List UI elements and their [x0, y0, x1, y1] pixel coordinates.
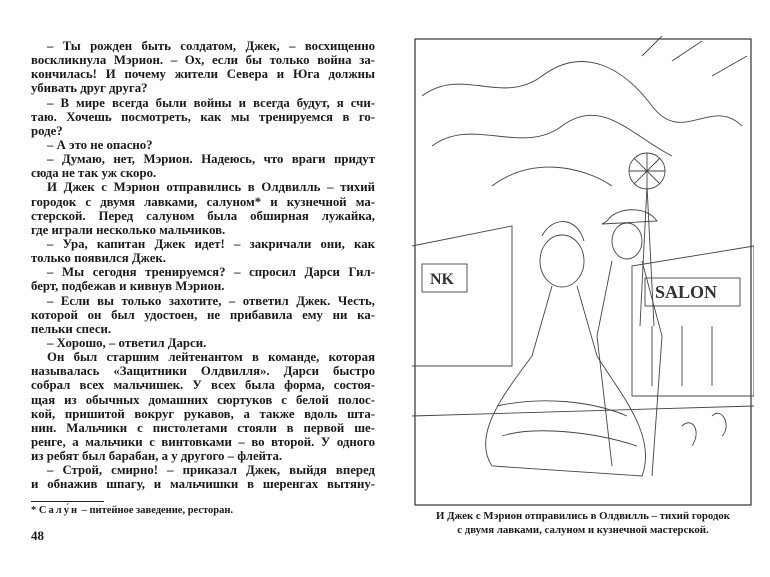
- left-page-text: [31, 39, 375, 492]
- text-line: ренге, а мальчики с винтовками – во второй. У одного: [31, 434, 375, 449]
- footnote-definition: – питейное заведение, ресторан.: [81, 505, 234, 516]
- saloon-sign: SALON: [655, 282, 718, 302]
- text-line: пельки спеси.: [31, 321, 112, 336]
- text-line: – В мире всегда были войны и всегда будут, я счи-: [47, 95, 375, 110]
- caption-line: с двумя лавками, салуном и кузнечной мастерской.: [457, 524, 709, 536]
- text-line: собрал всех мальчишек. У всех была форма, состоя-: [31, 378, 375, 393]
- footnote-term: Салу́н: [38, 505, 79, 516]
- footnote: [31, 505, 233, 517]
- text-line: нин. Мальчики с пистолетами стояли в первой ше-: [31, 420, 375, 435]
- text-line: – Ты рожден быть солдатом, Джек, – восхищенно: [47, 39, 375, 53]
- text-line: кончилась! И почему жители Севера и Юга должны: [31, 67, 375, 82]
- text-line: из ребят был барабан, а у другого – флейта.: [31, 449, 283, 464]
- text-line: – Мы сегодня тренируемся? – спросил Дарси Гил-: [47, 265, 375, 280]
- text-line: только появился Джек.: [31, 251, 166, 266]
- page-number: 48: [31, 528, 44, 543]
- text-line: и обнажив шпагу, и мальчишки в шеренгах вытяну-: [31, 477, 375, 492]
- footnote-mark: *: [31, 505, 37, 516]
- illustration: [412, 36, 754, 508]
- text-line: стерской. Перед салуном была обширная лужайка,: [31, 208, 375, 223]
- text-line: убивать друг друга?: [31, 81, 148, 96]
- text-line: – А это не опасно?: [47, 137, 153, 152]
- footnote-divider: [31, 501, 104, 502]
- text-line: – Ура, капитан Джек идет! – закричали они, как: [47, 236, 375, 251]
- text-line: – Хорошо, – ответил Дарси.: [47, 335, 207, 350]
- illustration-caption: [412, 509, 754, 537]
- text-line: И Джек с Мэрион отправились в Олдвилль – тихий: [47, 180, 375, 195]
- text-line: – Строй, смирно! – приказал Джек, выйдя вперед: [47, 463, 375, 478]
- text-line: щая из обычных домашних сюртуков с белой полос-: [31, 392, 375, 407]
- caption-line: И Джек с Мэрион отправились в Олдвилль – тихий городок: [435, 510, 731, 522]
- text-line: кой, пришитой вокруг рукавов, а также вдоль шта-: [31, 406, 375, 421]
- text-line: где играли несколько мальчиков.: [31, 222, 226, 237]
- text-line: берт, подбежав и кивнув Мэрион.: [31, 279, 225, 294]
- text-line: воскликнула Мэрион. – Ох, если бы только война за-: [31, 53, 375, 68]
- text-line: – Думаю, нет, Мэрион. Надеюсь, что враги придут: [47, 152, 375, 167]
- text-line: Он был старшим лейтенантом в команде, которая: [47, 350, 375, 365]
- text-line: роде?: [31, 123, 63, 138]
- text-line: городок с двумя лавками, салуном* и кузнечной ма-: [31, 194, 375, 209]
- text-line: называлась «Защитники Олдвилля». Дарси быстро: [31, 364, 375, 379]
- text-line: таю. Хочешь посмотреть, как мы тренируемся в го-: [31, 109, 375, 124]
- text-line: сюда не так уж скоро.: [31, 166, 157, 181]
- shop-sign: NK: [430, 271, 454, 288]
- text-line: – Если вы только захотите, – ответил Джек. Честь,: [47, 293, 375, 308]
- text-line: которой он был удостоен, не прибавила ему ни ка-: [31, 307, 375, 322]
